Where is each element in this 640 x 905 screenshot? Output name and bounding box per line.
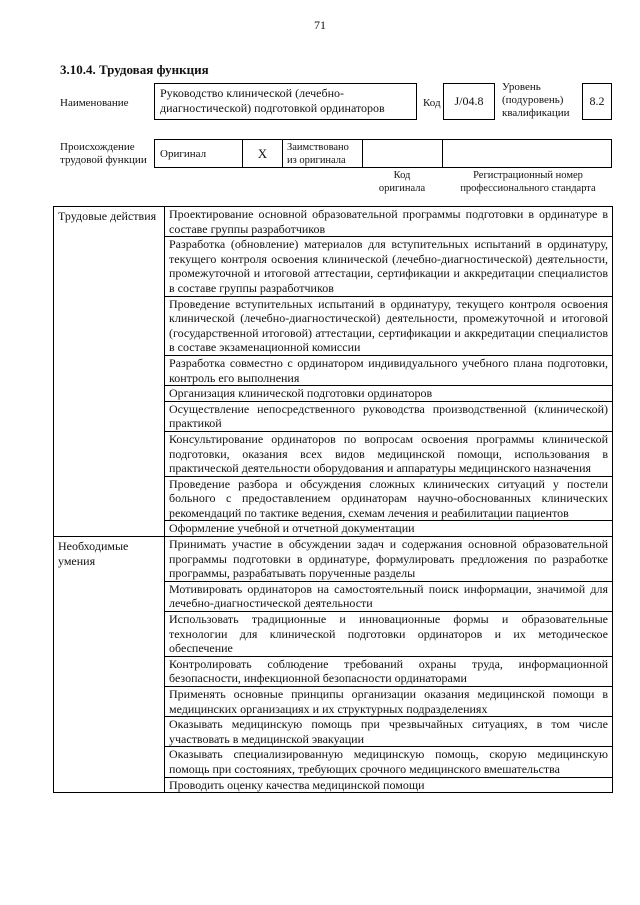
section-item: Применять основные принципы организации оказания медицинской помощи в медицинских организациях и их структурных подразделениях bbox=[165, 687, 613, 717]
table-row bbox=[54, 207, 613, 237]
section-item: Разработка совместно с ординатором индивидуального учебного плана подготовки, контроль его выполнения bbox=[165, 355, 613, 385]
section-item: Осуществление непосредственного руководства производственной (клинической) практикой bbox=[165, 401, 613, 431]
page-number: 71 bbox=[314, 18, 326, 32]
section-item: Проведение разбора и обсуждения сложных клинических ситуаций у постели больного с предоставлением ординаторам научно-обоснованных клинических рекомендаций по тактике ведения, схемам лечения и реабилитации пациентов bbox=[165, 476, 613, 521]
section-item: Принимать участие в обсуждении задач и содержания основной образовательной программы подготовки в ординатуре, формулировать предложения по разработке программы, разрабатывать порученные разделы bbox=[165, 537, 613, 582]
section-item: Проведение вступительных испытаний в ординатуру, текущего контроля освоения клинической (лечебно-диагностической) деятельности, промежуточной и итоговой (государственной итоговой) аттестации, сертификации и аккредитации специалистов в составе экзаменационной комиссии bbox=[165, 296, 613, 355]
table-row bbox=[54, 537, 613, 582]
name-label: Наименование bbox=[60, 97, 129, 109]
function-name-box: Руководство клинической (лечебно-диагностической) подготовкой ординаторов bbox=[154, 83, 417, 120]
reg-number-cell bbox=[443, 140, 613, 167]
section-item: Консультирование ординаторов по вопросам освоения программы клинической подготовки, оказания всех видов медицинской помощи, использования в практической деятельности оборудования и аппаратуры медицинского назначения bbox=[165, 431, 613, 476]
section-item: Оформление учебной и отчетной документации bbox=[165, 521, 613, 537]
section-label: Необходимые умения bbox=[54, 537, 165, 793]
section-item: Проектирование основной образовательной программы подготовки в ординатуре в составе группы разработчиков bbox=[165, 207, 613, 237]
section-item: Разработка (обновление) материалов для вступительных испытаний в ординатуру, текущего контроля освоения клинической (лечебно-диагностической) деятельности, промежуточной и итоговой аттестации, сертификации и аккредитации специалистов в составе группы разработчиков bbox=[165, 237, 613, 296]
original-mark: X bbox=[243, 140, 283, 167]
origin-label: Происхождение трудовой функции bbox=[60, 141, 147, 166]
level-value-box: 8.2 bbox=[582, 83, 612, 120]
section-label: Трудовые действия bbox=[54, 207, 165, 537]
function-code-box: J/04.8 bbox=[443, 83, 495, 120]
section-item: Организация клинической подготовки ординаторов bbox=[165, 386, 613, 402]
section-item: Контролировать соблюдение требований охраны труда, информационной безопасности, инфекционной безопасности ординаторами bbox=[165, 656, 613, 686]
caption-code-original: Код оригинала bbox=[378, 170, 426, 194]
level-label: Уровень (подуровень) квалификации bbox=[502, 81, 570, 119]
section-item: Мотивировать ординаторов на самостоятельный поиск информации, значимой для лечебно-диагностической деятельности bbox=[165, 581, 613, 611]
section-item: Оказывать медицинскую помощь при чрезвычайных ситуациях, в том числе участвовать в медицинской эвакуации bbox=[165, 717, 613, 747]
section-item: Оказывать специализированную медицинскую помощь, скорую медицинскую помощь при состояниях, требующих срочного медицинского вмешательства bbox=[165, 747, 613, 777]
function-details-table bbox=[53, 206, 613, 793]
origin-row bbox=[154, 139, 612, 168]
code-label: Код bbox=[423, 97, 441, 109]
section-item: Проводить оценку качества медицинской помощи bbox=[165, 777, 613, 793]
original-label: Оригинал bbox=[155, 140, 243, 167]
section-item: Использовать традиционные и инновационные формы и образовательные технологии для клинической подготовки ординаторов и их методическое обеспечение bbox=[165, 612, 613, 657]
caption-reg-number: Регистрационный номер профессионального стандарта bbox=[460, 170, 596, 194]
borrowed-label: Заимствовано из оригинала bbox=[283, 140, 363, 167]
section-title: 3.10.4. Трудовая функция bbox=[60, 62, 209, 77]
code-original-cell bbox=[363, 140, 443, 167]
